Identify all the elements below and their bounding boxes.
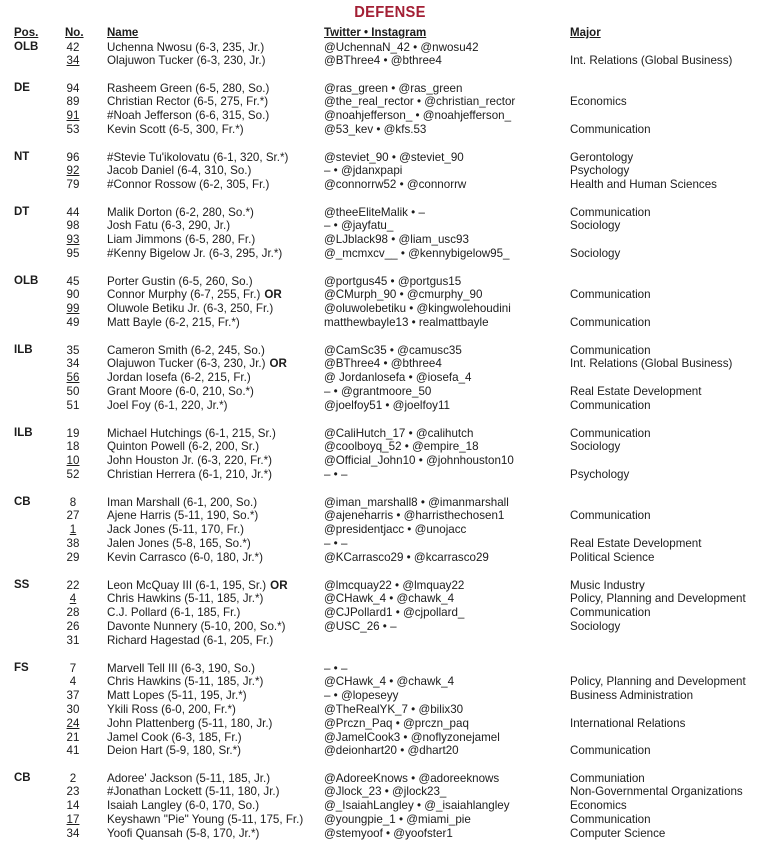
social-handles: @CMurph_90 • @cmurphy_90 <box>324 288 483 302</box>
table-row <box>0 302 780 316</box>
header-no: No. <box>65 27 84 39</box>
table-row <box>0 496 780 510</box>
player-name: Jacob Daniel (6-4, 310, So.) <box>107 164 252 178</box>
player-name: Christian Rector (6-5, 275, Fr.*) <box>107 95 269 109</box>
player-major: Real Estate Development <box>570 384 702 398</box>
player-major: Communication <box>570 509 651 523</box>
social-handles: @CaliHutch_17 • @calihutch <box>324 426 474 440</box>
table-row <box>0 357 780 371</box>
table-row <box>0 427 780 441</box>
position-label: SS <box>14 579 30 591</box>
table-row <box>0 717 780 731</box>
social-handles: @53_kev • @kfs.53 <box>324 122 427 136</box>
social-handles: – • @lopeseyy <box>324 689 399 703</box>
table-row <box>0 247 780 261</box>
player-major: International Relations <box>570 716 686 730</box>
player-major: Sociology <box>570 440 621 454</box>
player-name: Kevin Carrasco (6-0, 180, Jr.*) <box>107 550 263 564</box>
social-handles: @iman_marshall8 • @imanmarshall <box>324 495 509 509</box>
player-name: Joel Foy (6-1, 220, Jr.*) <box>107 398 228 412</box>
social-handles: @steviet_90 • @steviet_90 <box>324 150 464 164</box>
table-row <box>0 385 780 399</box>
table-row <box>0 606 780 620</box>
table-row <box>0 206 780 220</box>
or-marker: OR <box>264 288 282 302</box>
player-name <box>107 288 282 302</box>
social-handles: @BThree4 • @bthree4 <box>324 357 442 371</box>
player-major: Sociology <box>570 246 621 260</box>
or-marker: OR <box>269 357 287 371</box>
social-handles: @portgus45 • @portgus15 <box>324 274 462 288</box>
jersey-number: 1 <box>69 523 77 537</box>
player-major: Gerontology <box>570 150 634 164</box>
social-handles: @_mcmxcv__ • @kennybigelow95_ <box>324 246 510 260</box>
social-handles: @noahjefferson_ • @noahjefferson_ <box>324 109 512 123</box>
jersey-number: 35 <box>66 343 80 357</box>
player-major: Economics <box>570 799 627 813</box>
jersey-number: 34 <box>66 357 80 371</box>
jersey-number: 30 <box>66 702 80 716</box>
table-row <box>0 178 780 192</box>
table-row <box>0 799 780 813</box>
jersey-number: 28 <box>66 606 80 620</box>
player-major: Communication <box>570 744 651 758</box>
player-name: #Connor Rossow (6-2, 305, Fr.) <box>107 178 270 192</box>
jersey-number: 21 <box>66 730 80 744</box>
jersey-number: 95 <box>66 246 80 260</box>
or-marker: OR <box>270 578 288 592</box>
player-major: Communication <box>570 122 651 136</box>
jersey-number: 4 <box>69 592 77 606</box>
jersey-number: 17 <box>66 812 80 826</box>
jersey-number: 27 <box>66 509 80 523</box>
table-row <box>0 592 780 606</box>
player-name: Davonte Nunnery (5-10, 200, So.*) <box>107 619 286 633</box>
player-major: Communication <box>570 426 651 440</box>
page-title: DEFENSE <box>354 4 426 21</box>
player-name: #Stevie Tu'ikolovatu (6-1, 320, Sr.*) <box>107 150 289 164</box>
table-row <box>0 399 780 413</box>
jersey-number: 92 <box>66 164 80 178</box>
player-major: Sociology <box>570 619 621 633</box>
jersey-number: 23 <box>66 785 80 799</box>
player-major: Communication <box>570 343 651 357</box>
social-handles: @CHawk_4 • @chawk_4 <box>324 675 455 689</box>
table-row <box>0 509 780 523</box>
player-major: Computer Science <box>570 826 666 840</box>
jersey-number: 34 <box>66 54 80 68</box>
social-handles: @theeEliteMalik • – <box>324 205 425 219</box>
social-handles: @lmcquay22 • @lmquay22 <box>324 578 465 592</box>
player-name: Jordan Iosefa (6-2, 215, Fr.) <box>107 371 251 385</box>
player-name: Iman Marshall (6-1, 200, So.) <box>107 495 258 509</box>
jersey-number: 99 <box>66 302 80 316</box>
player-name: #Jonathan Lockett (5-11, 180, Jr.) <box>107 785 280 799</box>
player-major: Real Estate Development <box>570 536 702 550</box>
jersey-number: 2 <box>69 771 77 785</box>
jersey-number: 18 <box>66 440 80 454</box>
social-handles: @Jlock_23 • @jlock23_ <box>324 785 447 799</box>
social-handles: @presidentjacc • @unojacc <box>324 523 467 537</box>
table-row <box>0 537 780 551</box>
jersey-number: 98 <box>66 219 80 233</box>
social-handles: @joelfoy51 • @joelfoy11 <box>324 398 450 412</box>
jersey-number: 29 <box>66 550 80 564</box>
player-major: Communication <box>570 315 651 329</box>
jersey-number: 34 <box>66 826 80 840</box>
player-major: Sociology <box>570 219 621 233</box>
table-row <box>0 164 780 178</box>
player-name: Jamel Cook (6-3, 185, Fr.) <box>107 730 242 744</box>
social-handles: @Prczn_Paq • @prczn_paq <box>324 716 469 730</box>
social-handles: @connorrw52 • @connorrw <box>324 178 467 192</box>
player-name: Matt Bayle (6-2, 215, Fr.*) <box>107 315 240 329</box>
player-name: Jalen Jones (5-8, 165, So.*) <box>107 536 251 550</box>
player-name-text: Leon McQuay III (6-1, 195, Sr.) <box>107 578 267 592</box>
social-handles: @deionhart20 • @dhart20 <box>324 744 459 758</box>
header-social: Twitter • Instagram <box>324 27 427 39</box>
table-row <box>0 579 780 593</box>
position-label: OLB <box>14 41 39 53</box>
position-label: FS <box>14 662 29 674</box>
jersey-number: 44 <box>66 205 80 219</box>
player-name: Cameron Smith (6-2, 245, So.) <box>107 343 265 357</box>
table-row <box>0 744 780 758</box>
jersey-number: 4 <box>69 675 77 689</box>
player-name: Ajene Harris (5-11, 190, So.*) <box>107 509 259 523</box>
jersey-number: 91 <box>66 109 80 123</box>
social-handles: – • @grantmoore_50 <box>324 384 432 398</box>
player-major: Communication <box>570 205 651 219</box>
player-name: Yoofi Quansah (5-8, 170, Jr.*) <box>107 826 260 840</box>
player-name: Kevin Scott (6-5, 300, Fr.*) <box>107 122 244 136</box>
player-name: Josh Fatu (6-3, 290, Jr.) <box>107 219 231 233</box>
position-label: OLB <box>14 275 39 287</box>
table-row <box>0 523 780 537</box>
table-row <box>0 219 780 233</box>
table-row <box>0 731 780 745</box>
social-handles: @CHawk_4 • @chawk_4 <box>324 592 455 606</box>
table-row <box>0 275 780 289</box>
jersey-number: 22 <box>66 578 80 592</box>
jersey-number: 96 <box>66 150 80 164</box>
position-label: DE <box>14 82 30 94</box>
jersey-number: 37 <box>66 689 80 703</box>
table-row <box>0 316 780 330</box>
jersey-number: 89 <box>66 95 80 109</box>
player-name: John Plattenberg (5-11, 180, Jr.) <box>107 716 273 730</box>
header-major: Major <box>570 27 601 39</box>
social-handles: @ajeneharris • @harristhechosen1 <box>324 509 505 523</box>
player-name: #Kenny Bigelow Jr. (6-3, 295, Jr.*) <box>107 246 283 260</box>
table-row <box>0 785 780 799</box>
table-row <box>0 41 780 55</box>
social-handles: @UchennaN_42 • @nwosu42 <box>324 40 479 54</box>
player-name: John Houston Jr. (6-3, 220, Fr.*) <box>107 454 272 468</box>
table-row <box>0 82 780 96</box>
player-name: #Noah Jefferson (6-6, 315, So.) <box>107 109 270 123</box>
position-label: ILB <box>14 344 33 356</box>
jersey-number: 45 <box>66 274 80 288</box>
jersey-number: 94 <box>66 81 80 95</box>
player-name: Michael Hutchings (6-1, 215, Sr.) <box>107 426 276 440</box>
player-name-text: Olajuwon Tucker (6-3, 230, Jr.) <box>107 357 266 371</box>
position-label: ILB <box>14 427 33 439</box>
social-handles: @TheRealYK_7 • @bilix30 <box>324 702 464 716</box>
position-label: DT <box>14 206 30 218</box>
player-major: Policy, Planning and Development <box>570 592 746 606</box>
jersey-number: 41 <box>66 744 80 758</box>
position-label: CB <box>14 496 31 508</box>
player-name: Malik Dorton (6-2, 280, So.*) <box>107 205 254 219</box>
social-handles: – • @jdanxpapi <box>324 164 403 178</box>
jersey-number: 79 <box>66 178 80 192</box>
jersey-number: 38 <box>66 536 80 550</box>
table-row <box>0 551 780 565</box>
table-row <box>0 454 780 468</box>
jersey-number: 8 <box>69 495 77 509</box>
player-name: Quinton Powell (6-2, 200, Sr.) <box>107 440 260 454</box>
social-handles: @_IsaiahLangley • @_isaiahlangley <box>324 799 510 813</box>
social-handles: @coolboyq_52 • @empire_18 <box>324 440 479 454</box>
social-handles: @ Jordanlosefa • @iosefa_4 <box>324 371 472 385</box>
player-name: Uchenna Nwosu (6-3, 235, Jr.) <box>107 40 265 54</box>
player-name: C.J. Pollard (6-1, 185, Fr.) <box>107 606 241 620</box>
player-name: Oluwole Betiku Jr. (6-3, 250, Fr.) <box>107 302 274 316</box>
jersey-number: 93 <box>66 233 80 247</box>
social-handles: @oluwolebetiku • @kingwolehoudini <box>324 302 511 316</box>
table-row <box>0 662 780 676</box>
player-major: Business Administration <box>570 689 694 703</box>
jersey-number: 56 <box>66 371 80 385</box>
player-major: Psychology <box>570 467 630 481</box>
jersey-number: 31 <box>66 633 80 647</box>
social-handles: @stemyoof • @yoofster1 <box>324 826 453 840</box>
jersey-number: 51 <box>66 398 80 412</box>
player-major: Communication <box>570 288 651 302</box>
player-name: Ykili Ross (6-0, 200, Fr.*) <box>107 702 236 716</box>
social-handles: – • @jayfatu_ <box>324 219 394 233</box>
table-row <box>0 151 780 165</box>
table-row <box>0 109 780 123</box>
player-major: Communiation <box>570 771 645 785</box>
player-name: Olajuwon Tucker (6-3, 230, Jr.) <box>107 54 266 68</box>
table-row <box>0 703 780 717</box>
social-handles: @CJPollard1 • @cjpollard_ <box>324 606 465 620</box>
player-name: Matt Lopes (5-11, 195, Jr.*) <box>107 689 247 703</box>
table-row <box>0 634 780 648</box>
table-row <box>0 468 780 482</box>
player-major: Health and Human Sciences <box>570 178 717 192</box>
table-row <box>0 344 780 358</box>
social-handles: @BThree4 • @bthree4 <box>324 54 442 68</box>
player-name: Liam Jimmons (6-5, 280, Fr.) <box>107 233 256 247</box>
table-row <box>0 95 780 109</box>
table-row <box>0 772 780 786</box>
table-row <box>0 54 780 68</box>
jersey-number: 52 <box>66 467 80 481</box>
jersey-number: 42 <box>66 40 80 54</box>
header-pos: Pos. <box>14 27 39 39</box>
social-handles: @JamelCook3 • @noflyzonejamel <box>324 730 500 744</box>
player-name: Jack Jones (5-11, 170, Fr.) <box>107 523 245 537</box>
player-name: Chris Hawkins (5-11, 185, Jr.*) <box>107 675 264 689</box>
player-name: Marvell Tell III (6-3, 190, So.) <box>107 661 255 675</box>
player-name: Porter Gustin (6-5, 260, So.) <box>107 274 253 288</box>
player-name: Richard Hagestad (6-1, 205, Fr.) <box>107 633 274 647</box>
player-name <box>107 579 288 593</box>
player-major: Int. Relations (Global Business) <box>570 54 733 68</box>
player-major: Economics <box>570 95 627 109</box>
table-row <box>0 288 780 302</box>
player-major: Psychology <box>570 164 630 178</box>
table-row <box>0 675 780 689</box>
social-handles: @the_real_rector • @christian_rector <box>324 95 516 109</box>
player-name: Christian Herrera (6-1, 210, Jr.*) <box>107 467 272 481</box>
player-name: Deion Hart (5-9, 180, Sr.*) <box>107 744 242 758</box>
jersey-number: 90 <box>66 288 80 302</box>
player-major: Non-Governmental Organizations <box>570 785 743 799</box>
social-handles: – • – <box>324 661 348 675</box>
social-handles: @ras_green • @ras_green <box>324 81 463 95</box>
player-name <box>107 357 287 371</box>
player-name: Chris Hawkins (5-11, 185, Jr.*) <box>107 592 264 606</box>
player-major: Political Science <box>570 550 655 564</box>
table-row <box>0 689 780 703</box>
social-handles: @USC_26 • – <box>324 619 397 633</box>
social-handles: @youngpie_1 • @miami_pie <box>324 812 471 826</box>
social-handles: @Official_John10 • @johnhouston10 <box>324 454 514 468</box>
header-name: Name <box>107 27 139 39</box>
player-name: Keyshawn "Pie" Young (5-11, 175, Fr.) <box>107 812 304 826</box>
jersey-number: 49 <box>66 315 80 329</box>
jersey-number: 10 <box>66 454 80 468</box>
jersey-number: 7 <box>69 661 77 675</box>
player-major: Communication <box>570 606 651 620</box>
table-row <box>0 827 780 841</box>
player-name-text: Connor Murphy (6-7, 255, Fr.) <box>107 288 261 302</box>
social-handles: @CamSc35 • @camusc35 <box>324 343 462 357</box>
player-major: Policy, Planning and Development <box>570 675 746 689</box>
player-name: Grant Moore (6-0, 210, So.*) <box>107 384 254 398</box>
table-row <box>0 233 780 247</box>
social-handles: @LJblack98 • @liam_usc93 <box>324 233 469 247</box>
position-label: NT <box>14 151 30 163</box>
jersey-number: 53 <box>66 122 80 136</box>
social-handles: – • – <box>324 536 348 550</box>
player-major: Communication <box>570 812 651 826</box>
player-major: Music Industry <box>570 578 645 592</box>
jersey-number: 24 <box>66 716 80 730</box>
table-row <box>0 620 780 634</box>
table-row <box>0 440 780 454</box>
social-handles: – • – <box>324 467 348 481</box>
position-label: CB <box>14 772 31 784</box>
table-row <box>0 123 780 137</box>
table-row <box>0 371 780 385</box>
social-handles: @KCarrasco29 • @kcarrasco29 <box>324 550 489 564</box>
social-handles: @AdoreeKnows • @adoreeknows <box>324 771 500 785</box>
player-major: Int. Relations (Global Business) <box>570 357 733 371</box>
jersey-number: 19 <box>66 426 80 440</box>
jersey-number: 26 <box>66 619 80 633</box>
player-name: Rasheem Green (6-5, 280, So.) <box>107 81 270 95</box>
player-name: Adoree' Jackson (5-11, 185, Jr.) <box>107 771 271 785</box>
table-row <box>0 813 780 827</box>
jersey-number: 50 <box>66 384 80 398</box>
player-major: Communication <box>570 398 651 412</box>
player-name: Isaiah Langley (6-0, 170, So.) <box>107 799 260 813</box>
jersey-number: 14 <box>66 799 80 813</box>
social-handles: matthewbayle13 • realmattbayle <box>324 315 489 329</box>
